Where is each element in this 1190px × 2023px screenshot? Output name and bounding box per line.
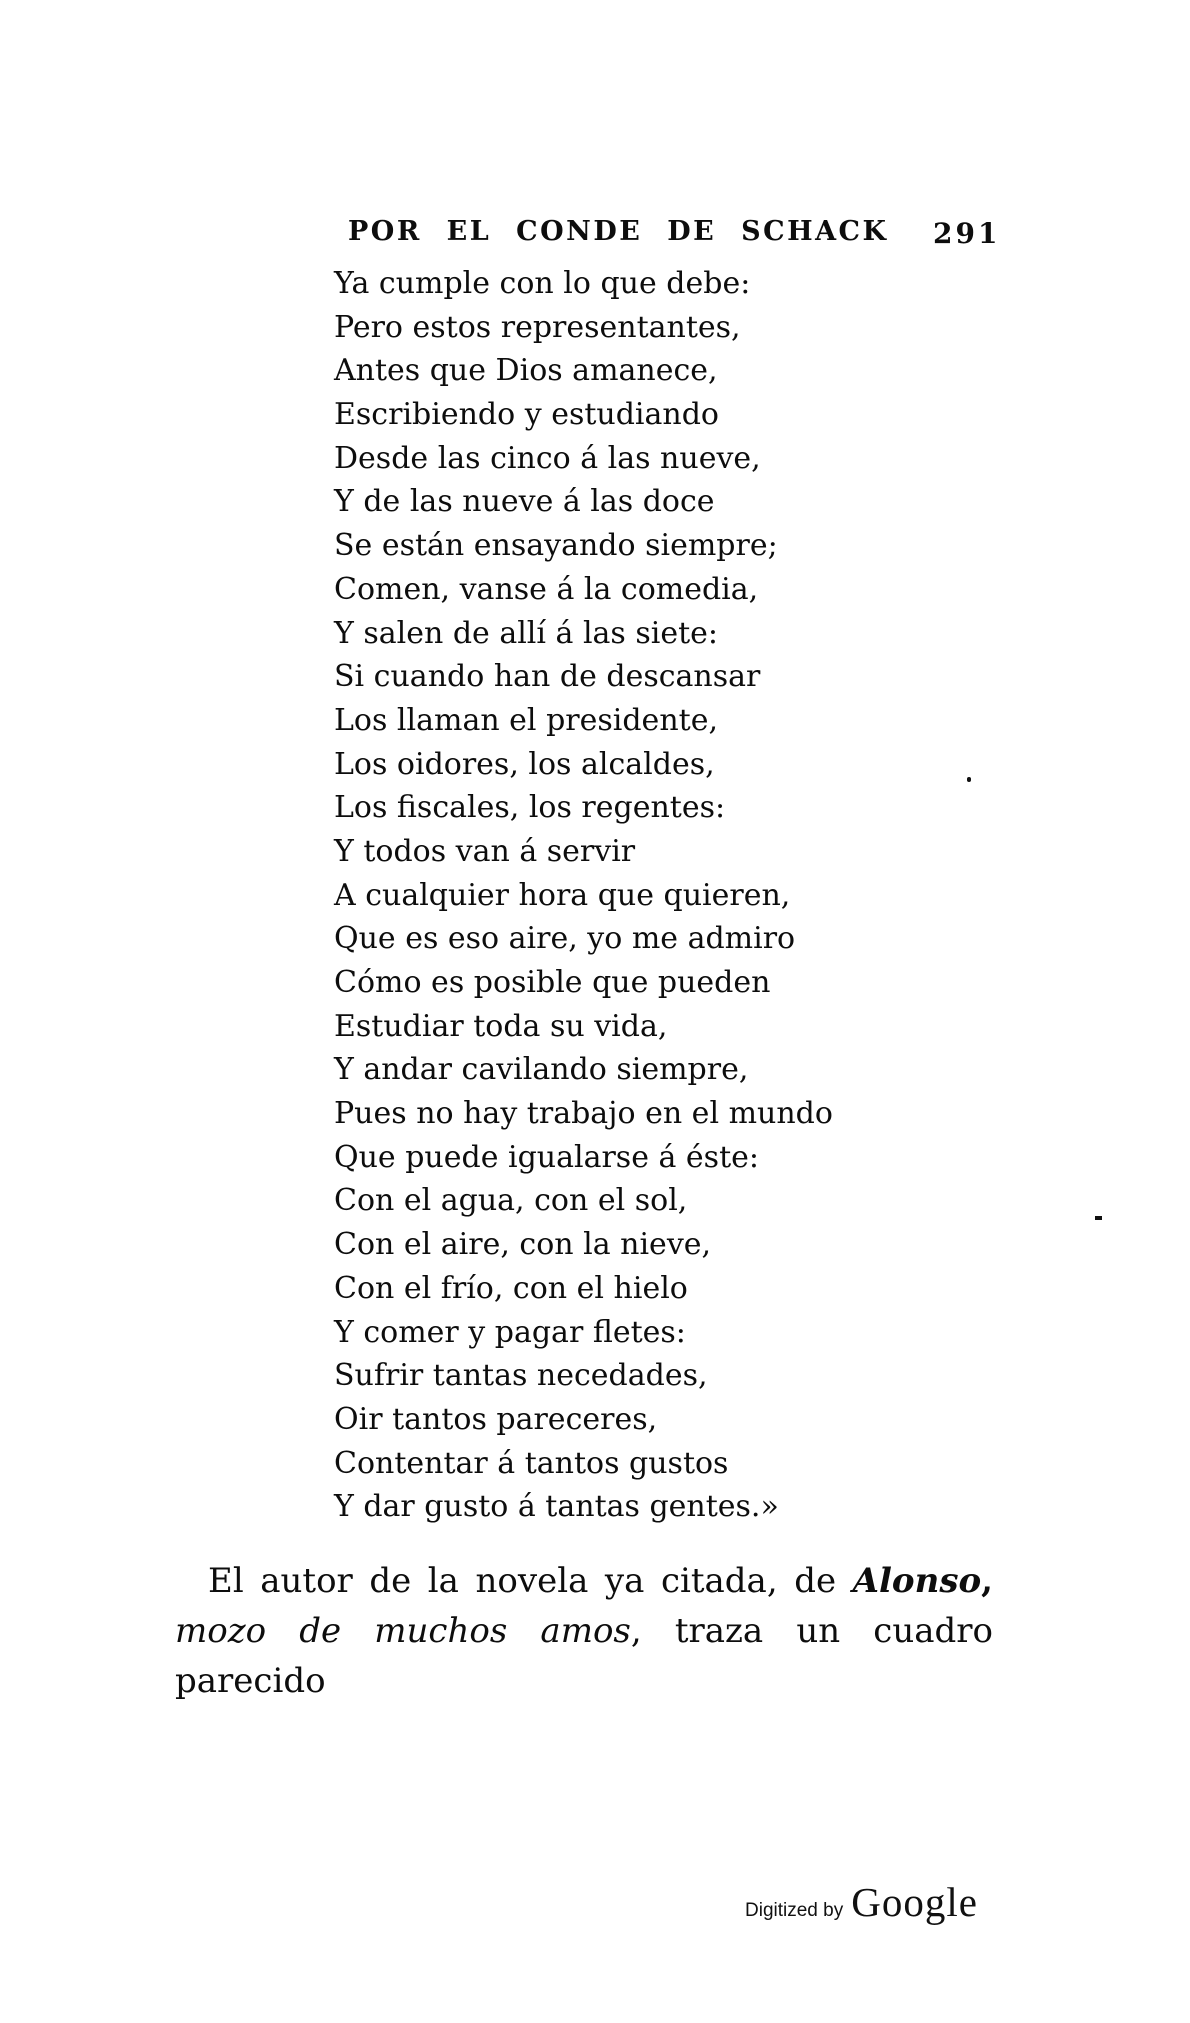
poem-line: Con el agua, con el sol,: [334, 1183, 688, 1219]
poem-line: Contentar á tantos gustos: [334, 1445, 729, 1481]
poem-line: Los llaman el presidente,: [334, 702, 718, 738]
paragraph-segment: , traza un cuadro parecido: [175, 1611, 994, 1701]
poem-line: Con el frío, con el hielo: [334, 1270, 688, 1306]
poem-line: Y comer y pagar fletes:: [334, 1314, 686, 1350]
paragraph-segment-italic: mozo de muchos amos: [175, 1611, 631, 1651]
poem-line: Estudiar toda su vida,: [334, 1008, 668, 1044]
poem-line: Y de las nueve á las doce: [334, 484, 715, 520]
digitized-by-watermark: [745, 1878, 978, 1926]
closing-paragraph: [175, 1556, 993, 1706]
scan-speck: [967, 777, 971, 782]
poem-line: Antes que Dios amanece,: [334, 353, 718, 389]
poem-line: Comen, vanse á la comedia,: [334, 571, 759, 607]
poem-line: A cualquier hora que quieren,: [334, 877, 791, 913]
poem-line: Y todos van á servir: [334, 833, 636, 869]
poem-line: Y andar cavilando siempre,: [334, 1052, 749, 1088]
poem-line: Cómo es posible que pueden: [334, 965, 771, 1000]
paragraph-line: [175, 1556, 993, 1606]
poem-line: Sufrir tantas necedades,: [334, 1358, 708, 1394]
paragraph-segment: El autor de la novela ya citada, de: [208, 1561, 853, 1601]
poem-line: Los oidores, los alcaldes,: [334, 746, 715, 782]
poem-line: Y salen de allí á las siete:: [334, 615, 719, 651]
poem-line: Pues no hay trabajo en el mundo: [334, 1096, 833, 1132]
poem-line: Y dar gusto á tantas gentes.»: [334, 1489, 779, 1525]
poem-line: Pero estos representantes,: [334, 309, 741, 345]
paragraph-segment: ,: [981, 1561, 993, 1601]
poem-block: [334, 262, 833, 1529]
paragraph-segment-italic: Alonso: [852, 1561, 982, 1601]
page-number: 291: [933, 217, 1001, 250]
google-logo: Google: [851, 1879, 978, 1925]
poem-line: Escribiendo y estudiando: [334, 397, 719, 433]
poem-line: Los fiscales, los regentes:: [334, 790, 726, 826]
paragraph-line: [175, 1606, 993, 1706]
poem-line: Que es eso aire, yo me admiro: [334, 921, 796, 957]
poem-line: Que puede igualarse á éste:: [334, 1139, 759, 1175]
digitized-by-label: Digitized by: [745, 1900, 844, 1921]
poem-line: Desde las cinco á las nueve,: [334, 440, 761, 476]
poem-line: Oir tantos pareceres,: [334, 1401, 658, 1437]
poem-line: Se están ensayando siempre;: [334, 528, 778, 564]
poem-line: Con el aire, con la nieve,: [334, 1227, 712, 1263]
scan-speck: [1095, 1216, 1102, 1220]
running-header-title: POR EL CONDE DE SCHACK: [348, 216, 889, 247]
poem-line: Si cuando han de descansar: [334, 659, 761, 695]
poem-line: Ya cumple con lo que debe:: [334, 266, 751, 301]
